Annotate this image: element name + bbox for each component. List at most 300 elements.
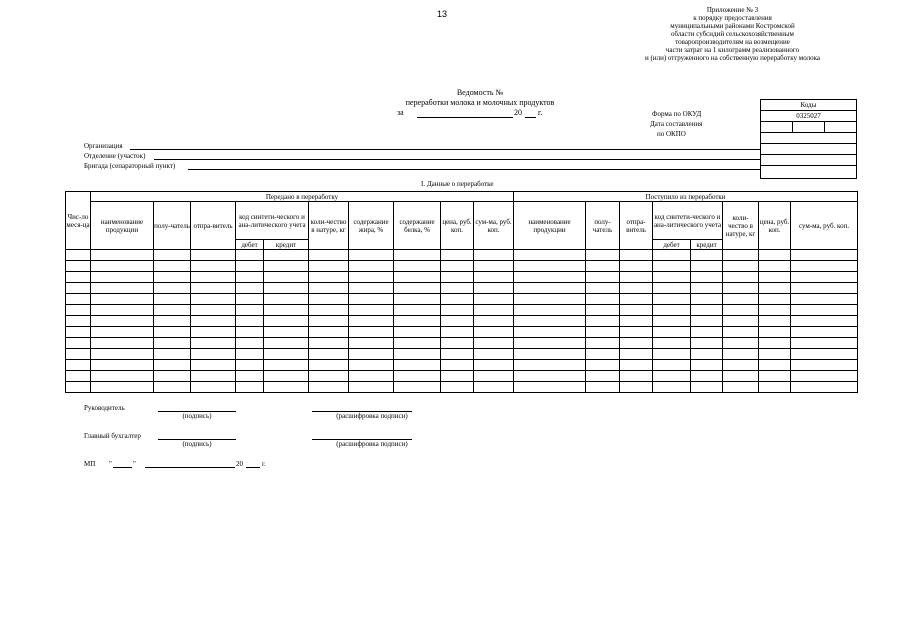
table-cell[interactable] bbox=[653, 261, 691, 272]
table-cell[interactable] bbox=[653, 327, 691, 338]
table-cell[interactable] bbox=[309, 382, 349, 393]
table-cell[interactable] bbox=[309, 261, 349, 272]
codes-table bbox=[760, 99, 857, 179]
table-cell[interactable] bbox=[66, 349, 91, 360]
table-cell[interactable] bbox=[653, 283, 691, 294]
table-cell[interactable] bbox=[759, 327, 791, 338]
header-right-code: код синтети-ческого и ана-литического учета bbox=[653, 202, 723, 240]
table-cell[interactable] bbox=[191, 349, 236, 360]
table-cell[interactable] bbox=[691, 272, 723, 283]
table-cell[interactable] bbox=[759, 338, 791, 349]
table-cell[interactable] bbox=[309, 305, 349, 316]
table-cell[interactable] bbox=[723, 338, 759, 349]
date-day-field[interactable] bbox=[113, 467, 132, 468]
table-cell[interactable] bbox=[154, 272, 191, 283]
table-cell[interactable] bbox=[723, 283, 759, 294]
okpo-code[interactable] bbox=[761, 133, 857, 144]
table-cell[interactable] bbox=[236, 261, 264, 272]
table-cell[interactable] bbox=[759, 294, 791, 305]
table-cell[interactable] bbox=[653, 272, 691, 283]
table-cell[interactable] bbox=[691, 305, 723, 316]
table-cell[interactable] bbox=[236, 382, 264, 393]
table-cell[interactable] bbox=[514, 349, 586, 360]
table-cell[interactable] bbox=[441, 371, 474, 382]
table-cell[interactable] bbox=[653, 294, 691, 305]
processing-table bbox=[65, 191, 858, 393]
table-cell[interactable] bbox=[191, 316, 236, 327]
table-cell[interactable] bbox=[791, 360, 858, 371]
table-cell[interactable] bbox=[620, 305, 653, 316]
table-cell[interactable] bbox=[791, 327, 858, 338]
code-cell[interactable] bbox=[761, 155, 857, 166]
table-cell[interactable] bbox=[514, 283, 586, 294]
table-cell[interactable] bbox=[349, 338, 394, 349]
table-cell[interactable] bbox=[394, 360, 441, 371]
table-cell[interactable] bbox=[154, 382, 191, 393]
table-cell[interactable] bbox=[441, 283, 474, 294]
table-cell[interactable] bbox=[759, 349, 791, 360]
table-cell[interactable] bbox=[653, 360, 691, 371]
table-body bbox=[66, 250, 858, 393]
table-cell[interactable] bbox=[191, 250, 236, 261]
header-right-quantity: коли-чество в натуре, кг bbox=[723, 202, 759, 250]
table-row bbox=[66, 261, 858, 272]
table-cell[interactable] bbox=[723, 360, 759, 371]
year-suffix: г. bbox=[538, 108, 543, 117]
table-cell[interactable] bbox=[154, 283, 191, 294]
table-cell[interactable] bbox=[66, 371, 91, 382]
table-cell[interactable] bbox=[349, 316, 394, 327]
table-cell[interactable] bbox=[349, 294, 394, 305]
table-cell[interactable] bbox=[309, 349, 349, 360]
table-cell[interactable] bbox=[154, 360, 191, 371]
table-cell[interactable] bbox=[474, 261, 514, 272]
table-cell[interactable] bbox=[154, 261, 191, 272]
table-cell[interactable] bbox=[653, 305, 691, 316]
table-cell[interactable] bbox=[394, 305, 441, 316]
table-cell[interactable] bbox=[309, 316, 349, 327]
okpo-label: по ОКПО bbox=[657, 130, 686, 138]
table-cell[interactable] bbox=[791, 250, 858, 261]
table-cell[interactable] bbox=[191, 371, 236, 382]
table-cell[interactable] bbox=[191, 338, 236, 349]
table-cell[interactable] bbox=[586, 338, 620, 349]
header-transferred: Передано в переработку bbox=[91, 192, 514, 202]
table-cell[interactable] bbox=[791, 294, 858, 305]
page-number: 13 bbox=[437, 9, 448, 19]
table-cell[interactable] bbox=[394, 349, 441, 360]
table-cell[interactable] bbox=[620, 316, 653, 327]
table-cell[interactable] bbox=[514, 250, 586, 261]
table-cell[interactable] bbox=[264, 305, 309, 316]
table-cell[interactable] bbox=[691, 283, 723, 294]
table-cell[interactable] bbox=[586, 261, 620, 272]
table-cell[interactable] bbox=[191, 294, 236, 305]
table-cell[interactable] bbox=[586, 371, 620, 382]
table-cell[interactable] bbox=[441, 338, 474, 349]
table-cell[interactable] bbox=[91, 305, 154, 316]
table-cell[interactable] bbox=[620, 360, 653, 371]
table-cell[interactable] bbox=[791, 283, 858, 294]
table-cell[interactable] bbox=[66, 360, 91, 371]
table-cell[interactable] bbox=[759, 371, 791, 382]
table-cell[interactable] bbox=[474, 305, 514, 316]
period-field[interactable] bbox=[417, 117, 513, 118]
header-left-sum: сум-ма, руб. коп. bbox=[474, 202, 514, 250]
table-cell[interactable] bbox=[791, 261, 858, 272]
header-right-recipient: полу-чатель bbox=[586, 202, 620, 250]
table-cell[interactable] bbox=[236, 272, 264, 283]
organization-label: Организация bbox=[84, 142, 123, 150]
table-cell[interactable] bbox=[236, 338, 264, 349]
table-cell[interactable] bbox=[154, 316, 191, 327]
table-cell[interactable] bbox=[723, 316, 759, 327]
department-field[interactable] bbox=[154, 159, 760, 160]
brigade-field[interactable] bbox=[188, 169, 760, 170]
table-cell[interactable] bbox=[791, 305, 858, 316]
table-cell[interactable] bbox=[154, 338, 191, 349]
table-cell[interactable] bbox=[474, 360, 514, 371]
manager-decoding-caption: (расшифровка подписи) bbox=[336, 412, 408, 420]
manager-signature-caption: (подпись) bbox=[182, 412, 212, 420]
table-cell[interactable] bbox=[191, 327, 236, 338]
form-okud-label: Форма по ОКУД bbox=[652, 110, 702, 118]
table-cell[interactable] bbox=[620, 272, 653, 283]
table-cell[interactable] bbox=[723, 349, 759, 360]
date-cell[interactable] bbox=[825, 122, 857, 133]
table-cell[interactable] bbox=[723, 305, 759, 316]
table-cell[interactable] bbox=[691, 338, 723, 349]
table-cell[interactable] bbox=[264, 261, 309, 272]
year-prefix: 20 bbox=[514, 108, 522, 117]
table-cell[interactable] bbox=[236, 305, 264, 316]
table-cell[interactable] bbox=[264, 316, 309, 327]
header-right-sender: отпра-витель bbox=[620, 202, 653, 250]
table-cell[interactable] bbox=[236, 349, 264, 360]
table-cell[interactable] bbox=[723, 294, 759, 305]
table-cell[interactable] bbox=[349, 349, 394, 360]
table-cell[interactable] bbox=[91, 294, 154, 305]
table-cell[interactable] bbox=[723, 327, 759, 338]
accountant-label: Главный бухгалтер bbox=[84, 432, 141, 440]
code-cell[interactable] bbox=[761, 144, 857, 155]
table-cell[interactable] bbox=[474, 349, 514, 360]
table-cell[interactable] bbox=[66, 272, 91, 283]
table-cell[interactable] bbox=[620, 349, 653, 360]
table-cell[interactable] bbox=[759, 360, 791, 371]
table-cell[interactable] bbox=[441, 294, 474, 305]
table-cell[interactable] bbox=[514, 261, 586, 272]
table-cell[interactable] bbox=[394, 327, 441, 338]
table-cell[interactable] bbox=[514, 305, 586, 316]
table-cell[interactable] bbox=[441, 316, 474, 327]
table-cell[interactable] bbox=[514, 316, 586, 327]
table-cell[interactable] bbox=[791, 316, 858, 327]
table-row bbox=[66, 327, 858, 338]
table-cell[interactable] bbox=[620, 283, 653, 294]
table-cell[interactable] bbox=[394, 272, 441, 283]
table-row bbox=[66, 272, 858, 283]
table-cell[interactable] bbox=[349, 327, 394, 338]
table-cell[interactable] bbox=[586, 283, 620, 294]
table-cell[interactable] bbox=[91, 250, 154, 261]
table-cell[interactable] bbox=[394, 261, 441, 272]
table-cell[interactable] bbox=[154, 327, 191, 338]
table-cell[interactable] bbox=[236, 360, 264, 371]
table-cell[interactable] bbox=[691, 349, 723, 360]
table-row bbox=[66, 338, 858, 349]
table-cell[interactable] bbox=[586, 349, 620, 360]
table-cell[interactable] bbox=[586, 360, 620, 371]
table-cell[interactable] bbox=[691, 250, 723, 261]
table-cell[interactable] bbox=[759, 305, 791, 316]
table-cell[interactable] bbox=[723, 382, 759, 393]
table-cell[interactable] bbox=[759, 382, 791, 393]
header-right-price: цена, руб. коп. bbox=[759, 202, 791, 250]
table-cell[interactable] bbox=[264, 283, 309, 294]
table-cell[interactable] bbox=[264, 360, 309, 371]
table-cell[interactable] bbox=[474, 250, 514, 261]
table-cell[interactable] bbox=[586, 316, 620, 327]
table-cell[interactable] bbox=[691, 371, 723, 382]
table-cell[interactable] bbox=[349, 283, 394, 294]
table-cell[interactable] bbox=[514, 338, 586, 349]
table-cell[interactable] bbox=[66, 294, 91, 305]
table-cell[interactable] bbox=[91, 283, 154, 294]
table-cell[interactable] bbox=[514, 360, 586, 371]
table-cell[interactable] bbox=[474, 327, 514, 338]
table-cell[interactable] bbox=[394, 250, 441, 261]
table-cell[interactable] bbox=[474, 371, 514, 382]
header-left-quantity: коли-чество в натуре, кг bbox=[309, 202, 349, 250]
table-cell[interactable] bbox=[691, 327, 723, 338]
table-cell[interactable] bbox=[691, 360, 723, 371]
table-cell[interactable] bbox=[514, 382, 586, 393]
section-title: I. Данные о переработке bbox=[421, 180, 494, 188]
table-cell[interactable] bbox=[759, 261, 791, 272]
table-cell[interactable] bbox=[653, 349, 691, 360]
table-cell[interactable] bbox=[620, 294, 653, 305]
table-cell[interactable] bbox=[91, 327, 154, 338]
organization-field[interactable] bbox=[130, 149, 760, 150]
table-cell[interactable] bbox=[349, 305, 394, 316]
table-cell[interactable] bbox=[441, 272, 474, 283]
table-cell[interactable] bbox=[394, 316, 441, 327]
document-subtitle: переработки молока и молочных продуктов bbox=[405, 98, 555, 107]
code-cell[interactable] bbox=[761, 166, 857, 179]
table-cell[interactable] bbox=[586, 294, 620, 305]
table-cell[interactable] bbox=[154, 305, 191, 316]
table-cell[interactable] bbox=[474, 382, 514, 393]
date-year-prefix: 20 bbox=[236, 460, 243, 468]
table-cell[interactable] bbox=[349, 360, 394, 371]
table-cell[interactable] bbox=[66, 283, 91, 294]
table-cell[interactable] bbox=[309, 338, 349, 349]
year-field[interactable] bbox=[525, 117, 536, 118]
table-cell[interactable] bbox=[791, 338, 858, 349]
header-left-code: код синтети-ческого и ана-литического учета bbox=[236, 202, 309, 240]
table-cell[interactable] bbox=[586, 327, 620, 338]
table-cell[interactable] bbox=[309, 360, 349, 371]
table-cell[interactable] bbox=[791, 371, 858, 382]
table-cell[interactable] bbox=[91, 316, 154, 327]
table-cell[interactable] bbox=[236, 294, 264, 305]
table-cell[interactable] bbox=[91, 382, 154, 393]
table-cell[interactable] bbox=[723, 272, 759, 283]
table-cell[interactable] bbox=[441, 349, 474, 360]
table-cell[interactable] bbox=[691, 316, 723, 327]
table-cell[interactable] bbox=[264, 382, 309, 393]
table-cell[interactable] bbox=[66, 305, 91, 316]
table-cell[interactable] bbox=[441, 382, 474, 393]
table-cell[interactable] bbox=[474, 272, 514, 283]
table-cell[interactable] bbox=[191, 283, 236, 294]
table-cell[interactable] bbox=[264, 250, 309, 261]
table-cell[interactable] bbox=[653, 316, 691, 327]
header-right-sum: сум-ма, руб. коп. bbox=[791, 202, 858, 250]
table-cell[interactable] bbox=[514, 371, 586, 382]
table-cell[interactable] bbox=[191, 360, 236, 371]
table-cell[interactable] bbox=[66, 327, 91, 338]
table-cell[interactable] bbox=[236, 316, 264, 327]
table-cell[interactable] bbox=[349, 261, 394, 272]
table-cell[interactable] bbox=[586, 305, 620, 316]
table-cell[interactable] bbox=[394, 338, 441, 349]
table-cell[interactable] bbox=[474, 283, 514, 294]
table-cell[interactable] bbox=[394, 382, 441, 393]
table-cell[interactable] bbox=[653, 338, 691, 349]
table-cell[interactable] bbox=[759, 272, 791, 283]
table-cell[interactable] bbox=[91, 360, 154, 371]
table-cell[interactable] bbox=[474, 338, 514, 349]
table-cell[interactable] bbox=[236, 283, 264, 294]
table-cell[interactable] bbox=[759, 250, 791, 261]
date-month-field[interactable] bbox=[145, 467, 235, 468]
table-cell[interactable] bbox=[264, 371, 309, 382]
table-cell[interactable] bbox=[394, 371, 441, 382]
table-cell[interactable] bbox=[620, 327, 653, 338]
table-cell[interactable] bbox=[514, 294, 586, 305]
table-cell[interactable] bbox=[264, 294, 309, 305]
table-cell[interactable] bbox=[236, 327, 264, 338]
table-cell[interactable] bbox=[309, 371, 349, 382]
brigade-label: Бригада (сепараторный пункт) bbox=[84, 162, 176, 170]
table-cell[interactable] bbox=[191, 305, 236, 316]
table-cell[interactable] bbox=[191, 272, 236, 283]
table-cell[interactable] bbox=[620, 250, 653, 261]
table-cell[interactable] bbox=[191, 261, 236, 272]
period-label: за bbox=[397, 108, 404, 117]
table-cell[interactable] bbox=[441, 360, 474, 371]
table-cell[interactable] bbox=[691, 294, 723, 305]
table-cell[interactable] bbox=[620, 371, 653, 382]
table-cell[interactable] bbox=[91, 338, 154, 349]
table-cell[interactable] bbox=[653, 250, 691, 261]
date-year-field[interactable] bbox=[246, 467, 260, 468]
table-cell[interactable] bbox=[349, 371, 394, 382]
table-cell[interactable] bbox=[91, 349, 154, 360]
table-cell[interactable] bbox=[236, 371, 264, 382]
date-cell[interactable] bbox=[793, 122, 825, 133]
table-cell[interactable] bbox=[236, 250, 264, 261]
table-cell[interactable] bbox=[474, 294, 514, 305]
table-cell[interactable] bbox=[759, 316, 791, 327]
department-label: Отделение (участок) bbox=[84, 152, 146, 160]
date-cell[interactable] bbox=[761, 122, 793, 133]
header-received: Поступило из переработки bbox=[514, 192, 858, 202]
table-cell[interactable] bbox=[723, 371, 759, 382]
table-cell[interactable] bbox=[309, 250, 349, 261]
table-cell[interactable] bbox=[441, 305, 474, 316]
table-cell[interactable] bbox=[66, 338, 91, 349]
table-cell[interactable] bbox=[514, 327, 586, 338]
table-cell[interactable] bbox=[441, 261, 474, 272]
table-cell[interactable] bbox=[91, 261, 154, 272]
table-cell[interactable] bbox=[191, 382, 236, 393]
table-cell[interactable] bbox=[723, 250, 759, 261]
table-cell[interactable] bbox=[791, 349, 858, 360]
table-cell[interactable] bbox=[349, 382, 394, 393]
header-right-credit: кредит bbox=[691, 240, 723, 250]
table-cell[interactable] bbox=[474, 316, 514, 327]
table-cell[interactable] bbox=[514, 272, 586, 283]
table-row bbox=[66, 294, 858, 305]
table-cell[interactable] bbox=[309, 272, 349, 283]
table-cell[interactable] bbox=[264, 349, 309, 360]
table-cell[interactable] bbox=[586, 250, 620, 261]
date-year-suffix: г. bbox=[262, 460, 266, 468]
table-cell[interactable] bbox=[653, 371, 691, 382]
header-right-debit: дебет bbox=[653, 240, 691, 250]
table-cell[interactable] bbox=[620, 261, 653, 272]
table-cell[interactable] bbox=[66, 382, 91, 393]
table-cell[interactable] bbox=[691, 382, 723, 393]
table-cell[interactable] bbox=[349, 250, 394, 261]
table-cell[interactable] bbox=[620, 338, 653, 349]
table-cell[interactable] bbox=[264, 272, 309, 283]
table-cell[interactable] bbox=[653, 382, 691, 393]
table-cell[interactable] bbox=[791, 382, 858, 393]
table-cell[interactable] bbox=[264, 338, 309, 349]
table-cell[interactable] bbox=[154, 349, 191, 360]
table-cell[interactable] bbox=[154, 294, 191, 305]
table-cell[interactable] bbox=[309, 283, 349, 294]
table-cell[interactable] bbox=[154, 250, 191, 261]
table-cell[interactable] bbox=[349, 272, 394, 283]
table-cell[interactable] bbox=[66, 261, 91, 272]
table-cell[interactable] bbox=[66, 250, 91, 261]
table-cell[interactable] bbox=[91, 371, 154, 382]
table-cell[interactable] bbox=[791, 272, 858, 283]
table-cell[interactable] bbox=[586, 382, 620, 393]
table-cell[interactable] bbox=[91, 272, 154, 283]
table-cell[interactable] bbox=[441, 327, 474, 338]
table-cell[interactable] bbox=[691, 261, 723, 272]
table-cell[interactable] bbox=[586, 272, 620, 283]
table-cell[interactable] bbox=[394, 294, 441, 305]
table-cell[interactable] bbox=[66, 316, 91, 327]
table-cell[interactable] bbox=[759, 283, 791, 294]
table-cell[interactable] bbox=[154, 371, 191, 382]
table-cell[interactable] bbox=[309, 294, 349, 305]
table-cell[interactable] bbox=[394, 283, 441, 294]
appendix-line: части затрат на 1 килограмм реализованного bbox=[665, 46, 800, 54]
table-cell[interactable] bbox=[620, 382, 653, 393]
table-cell[interactable] bbox=[441, 250, 474, 261]
table-cell[interactable] bbox=[309, 327, 349, 338]
table-cell[interactable] bbox=[723, 261, 759, 272]
table-cell[interactable] bbox=[264, 327, 309, 338]
